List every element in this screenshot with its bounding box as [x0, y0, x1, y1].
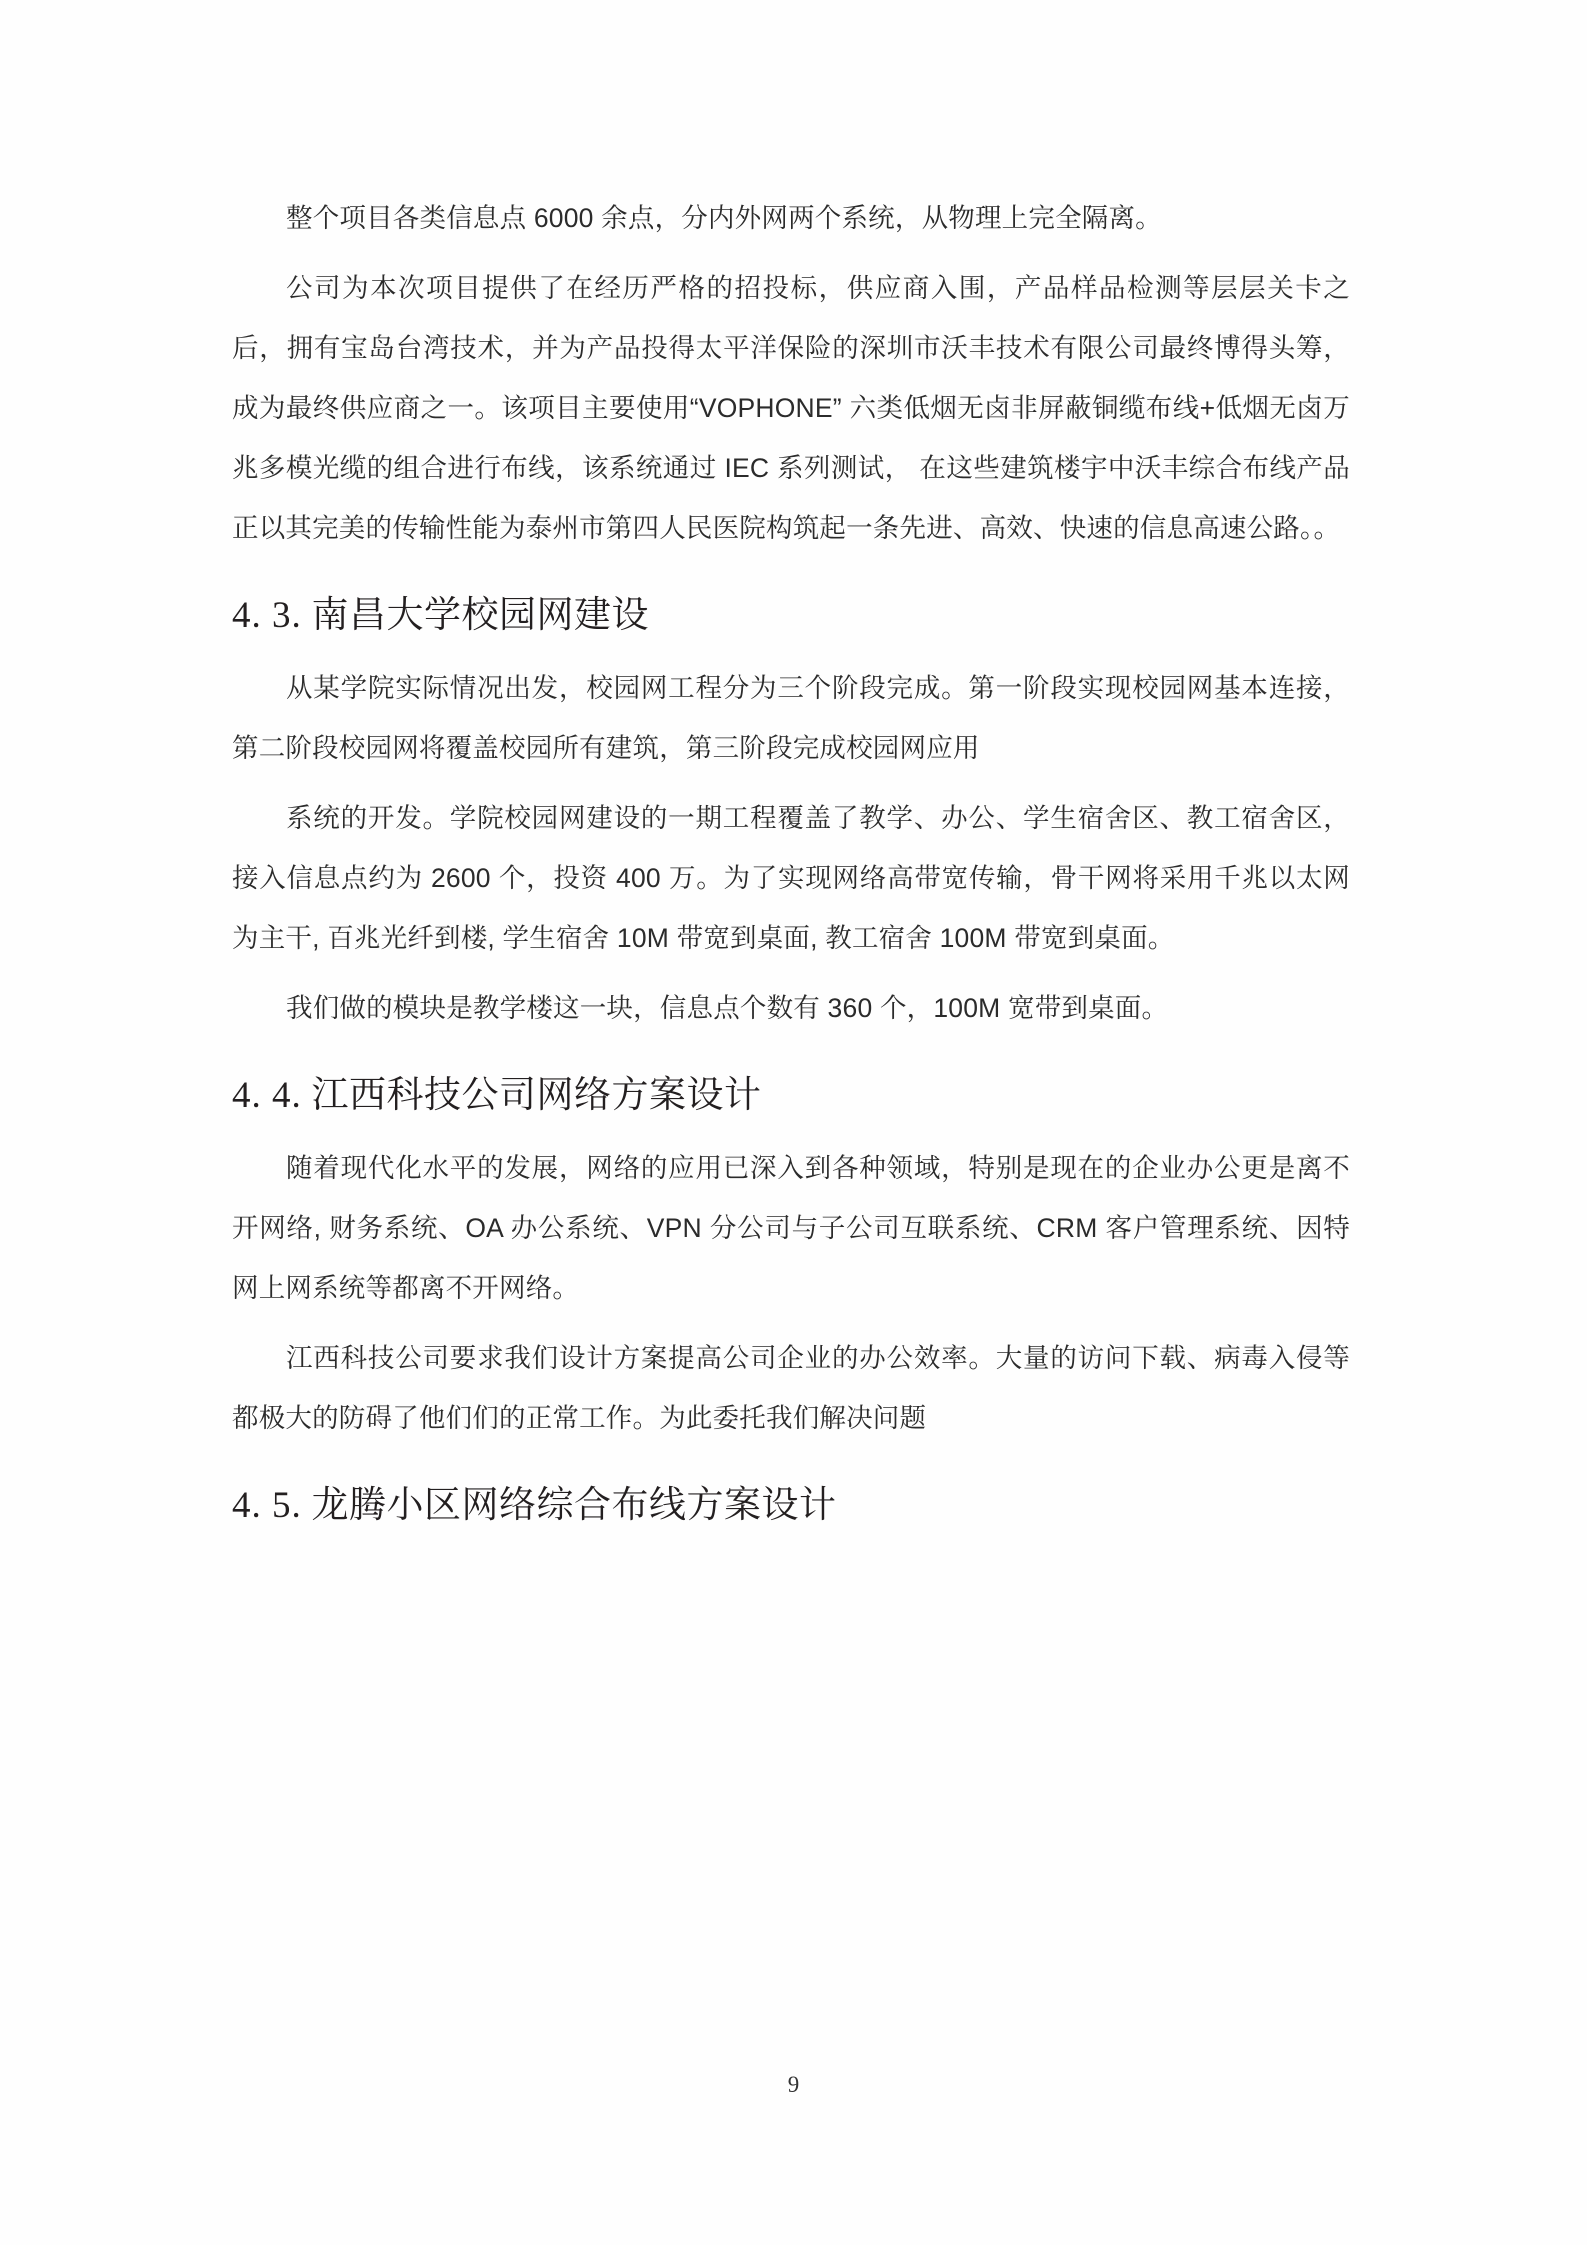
heading-4-3-number: 4. 3.	[232, 595, 302, 636]
paragraph-jiangxi-request: 江西科技公司要求我们设计方案提高公司企业的办公效率。大量的访问下载、病毒入侵等都极大的防碍了他们们的正常工作。为此委托我们解决问题	[232, 1343, 1350, 1433]
paragraph-network-systems: 随着现代化水平的发展，网络的应用已深入到各种领域，特别是现在的企业办公更是离不开网络, 财务系统、OA 办公系统、VPN 分公司与子公司互联系统、CRM 客户管理系统、因特网上网系统等都离不开网络。	[232, 1153, 1350, 1303]
heading-4-5-number: 4. 5.	[232, 1485, 302, 1526]
heading-4-3	[232, 584, 1350, 648]
heading-4-3-title: 南昌大学校园网建设	[311, 595, 649, 636]
paragraph-supplier-bidding: 公司为本次项目提供了在经历严格的招投标，供应商入围，产品样品检测等层层关卡之后，拥有宝岛台湾技术，并为产品投得太平洋保险的深圳市沃丰技术有限公司最终博得头筹，成为最终供应商之一。该项目主要使用“VOPHONE” 六类低烟无卤非屏蔽铜缆布线+低烟无卤万兆多模光缆的组合进行布线，该系统通过 IEC 系列测试， 在这些建筑楼宇中沃丰综合布线产品正以其完美的传输性能为泰州市第四人民医院构筑起一条先进、高效、快速的信息高速公路。。	[232, 273, 1350, 543]
paragraph-campus-phases: 从某学院实际情况出发，校园网工程分为三个阶段完成。第一阶段实现校园网基本连接，第二阶段校园网将覆盖校园所有建筑，第三阶段完成校园网应用	[232, 673, 1350, 763]
page-content	[232, 188, 1350, 1548]
heading-4-5	[232, 1474, 1350, 1538]
paragraph-info-points: 整个项目各类信息点 6000 余点，分内外网两个系统，从物理上完全隔离。	[286, 203, 1162, 233]
paragraph-our-module: 我们做的模块是教学楼这一块，信息点个数有 360 个，100M 宽带到桌面。	[286, 993, 1169, 1023]
heading-4-4	[232, 1064, 1350, 1128]
paragraph-campus-scope: 系统的开发。学院校园网建设的一期工程覆盖了教学、办公、学生宿舍区、教工宿舍区，接入信息点约为 2600 个，投资 400 万。为了实现网络高带宽传输，骨干网将采用千兆以太网为主干, 百兆光纤到楼, 学生宿舍 10M 带宽到桌面, 教工宿舍 100M 带宽到桌面。	[232, 803, 1350, 953]
heading-4-4-number: 4. 4.	[232, 1075, 302, 1116]
heading-4-4-title: 江西科技公司网络方案设计	[311, 1075, 762, 1116]
heading-4-5-title: 龙腾小区网络综合布线方案设计	[311, 1485, 837, 1526]
page-number: 9	[787, 2072, 800, 2097]
